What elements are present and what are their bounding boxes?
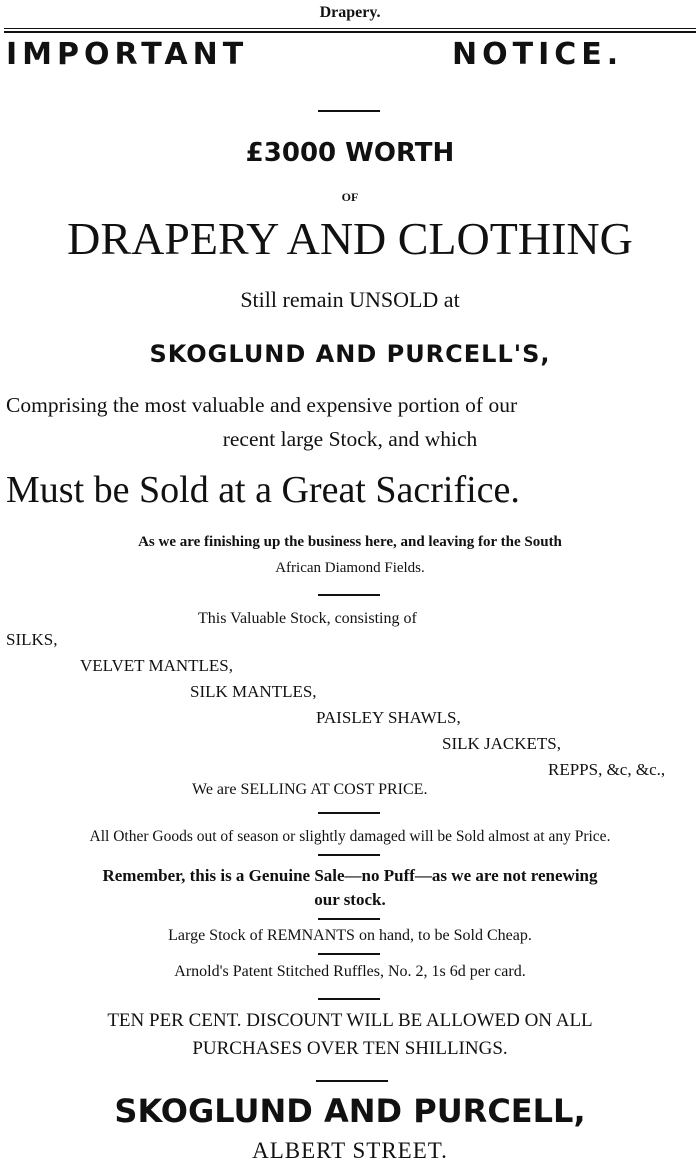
header-rule-thick (4, 31, 696, 33)
divider-rule (318, 594, 380, 596)
divider-rule (318, 812, 380, 814)
comprising-line-2: recent large Stock, and which (222, 427, 478, 451)
selling-at-cost: We are SELLING AT COST PRICE. (192, 781, 428, 798)
stock-item: SILK MANTLES, (190, 682, 317, 701)
divider-rule (316, 1080, 388, 1082)
remnants-line: Large Stock of REMNANTS on hand, to be Sold Cheap. (168, 927, 532, 944)
notice-word-important: IMPORTANT (6, 37, 249, 72)
address-line: ALBERT STREET. (252, 1138, 448, 1163)
stock-item: SILK JACKETS, (442, 734, 562, 753)
divider-rule (318, 953, 380, 955)
remember-line-1: Remember, this is a Genuine Sale—no Puff—as we are not renewing (102, 866, 598, 885)
divider-rule (318, 854, 380, 856)
main-heading: DRAPERY AND CLOTHING (67, 213, 633, 264)
ruffles-line: Arnold's Patent Stitched Ruffles, No. 2, 1s 6d per card. (174, 963, 526, 980)
header-rule-thin (4, 28, 696, 29)
divider-rule (318, 998, 380, 1000)
discount-line-2: PURCHASES OVER TEN SHILLINGS. (192, 1038, 508, 1059)
finishing-line-2: African Diamond Fields. (275, 560, 425, 576)
firm-name-heading: SKOGLUND AND PURCELL'S, (149, 340, 551, 368)
drapery-section-label: Drapery. (319, 4, 381, 21)
divider-rule (318, 110, 380, 112)
finishing-line-1: As we are finishing up the business here, and leaving for the South (138, 534, 562, 550)
stock-item: REPPS, &c, &c., (548, 760, 666, 779)
still-unsold-line: Still remain UNSOLD at (240, 287, 460, 312)
stock-item: VELVET MANTLES, (80, 656, 233, 675)
other-goods-line: All Other Goods out of season or slightly damaged will be Sold almost at any Price. (89, 828, 611, 845)
stock-item: PAISLEY SHAWLS, (316, 708, 461, 727)
of-line: OF (341, 190, 359, 204)
comprising-line-1: Comprising the most valuable and expensive portion of our (6, 393, 518, 417)
notice-word-notice: NOTICE. (452, 37, 624, 72)
discount-line-1: TEN PER CENT. DISCOUNT WILL BE ALLOWED ON ALL (107, 1010, 593, 1031)
sacrifice-heading: Must be Sold at a Great Sacrifice. (6, 469, 520, 511)
stock-item: SILKS, (6, 630, 58, 649)
divider-rule (318, 918, 380, 920)
remember-line-2: our stock. (314, 890, 386, 909)
stock-intro: This Valuable Stock, consisting of (198, 610, 417, 627)
firm-signature: SKOGLUND AND PURCELL, (114, 1092, 586, 1130)
amount-heading: £3000 WORTH (245, 138, 455, 168)
